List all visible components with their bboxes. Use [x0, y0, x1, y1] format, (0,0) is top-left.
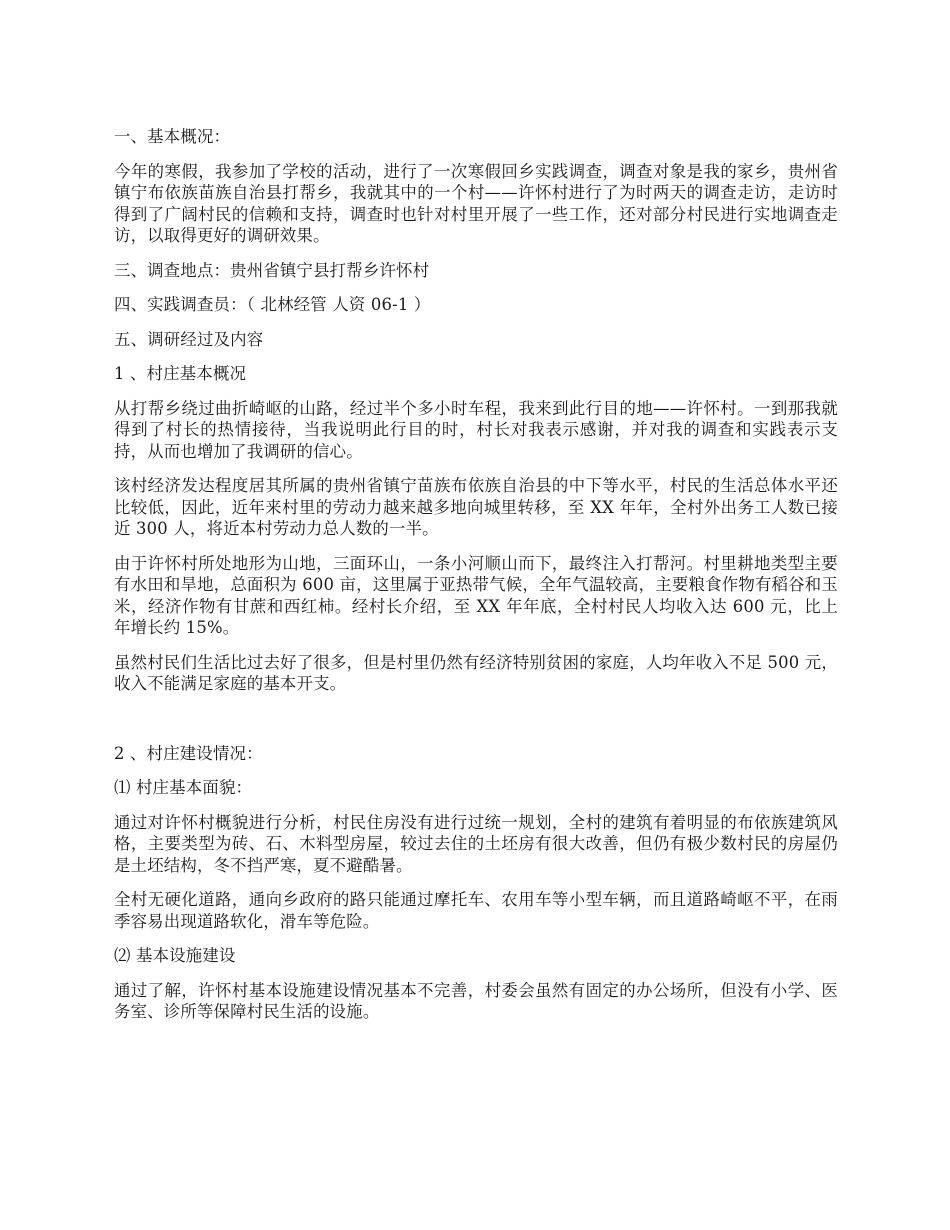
paragraph-infrastructure: 通过了解，许怀村基本设施建设情况基本不完善，村委会虽然有固定的办公场所，但没有小学、医务室、诊所等保障村民生活的设施。 [114, 980, 838, 1021]
section-heading-investigator: 四、实践调查员：（ 北林经管 人资 06-1 ） [114, 295, 431, 314]
paragraph-economy: 该村经济发达程度居其所属的贵州省镇宁苗族布依族自治县的中下等水平，村民的生活总体水平还比较低，因此，近年来村里的劳动力越来越多地向城里转移，至 XX 年年，全村外出务工人数已接近 300 人，将近本村劳动力总人数的一半。 [114, 476, 838, 538]
subsection-heading-construction: 2 、村庄建设情况： [114, 743, 263, 763]
blank-spacer [114, 708, 838, 743]
item-heading-infrastructure: ⑵ 基本设施建设 [114, 946, 236, 965]
paragraph-poverty: 虽然村民们生活比过去好了很多，但是村里仍然有经济特别贫困的家庭，人均年收入不足 500 元，收入不能满足家庭的基本开支。 [114, 652, 838, 693]
paragraph-intro: 今年的寒假，我参加了学校的活动，进行了一次寒假回乡实践调查，调查对象是我的家乡，贵州省镇宁布依族苗族自治县打帮乡，我就其中的一个村——许怀村进行了为时两天的调查走访，走访时得到了广阔村民的信赖和支持，调查时也针对村里开展了一些工作，还对部分村民进行实地调查走访，以取得更好的调研效果。 [114, 161, 838, 245]
paragraph-arrival: 从打帮乡绕过曲折崎岖的山路，经过半个多小时车程，我来到此行目的地——许怀村。一到那我就得到了村长的热情接待，当我说明此行目的时，村长对我表示感谢，并对我的调查和实践表示支持，从而也增加了我调研的信心。 [114, 398, 838, 461]
section-heading-process: 五、调研经过及内容 [114, 329, 264, 349]
paragraph-geography: 由于许怀村所处地形为山地，三面环山，一条小河顺山而下，最终注入打帮河。村里耕地类型主要有水田和旱地，总面积为 600 亩，这里属于亚热带气候，全年气温较高，主要粮食作物有稻谷和玉米，经济作物有甘蔗和西红柿。经村长介绍，至 XX 年年底，全村村民人均收入达 600 元，比上年增长约 15%。 [114, 553, 838, 637]
item-heading-village-appearance: ⑴ 村庄基本面貌： [114, 778, 253, 797]
paragraph-roads: 全村无硬化道路，通向乡政府的路只能通过摩托车、农用车等小型车辆，而且道路崎岖不平，在雨季容易出现道路软化，滑车等危险。 [114, 890, 838, 931]
section-heading-basic-overview: 一、基本概况： [114, 127, 231, 146]
document-body [114, 126, 838, 1036]
paragraph-housing: 通过对许怀村概貌进行分析，村民住房没有进行过统一规划，全村的建筑有着明显的布依族建筑风格，主要类型为砖、石、木料型房屋，较过去住的土坯房有很大改善，但仍有极少数村民的房屋仍是土坯结构，冬不挡严寒，夏不避酷暑。 [114, 812, 838, 875]
subsection-heading-village-overview: 1 、村庄基本概况 [114, 364, 247, 383]
section-heading-location: 三、调查地点：贵州省镇宁县打帮乡许怀村 [114, 260, 430, 280]
